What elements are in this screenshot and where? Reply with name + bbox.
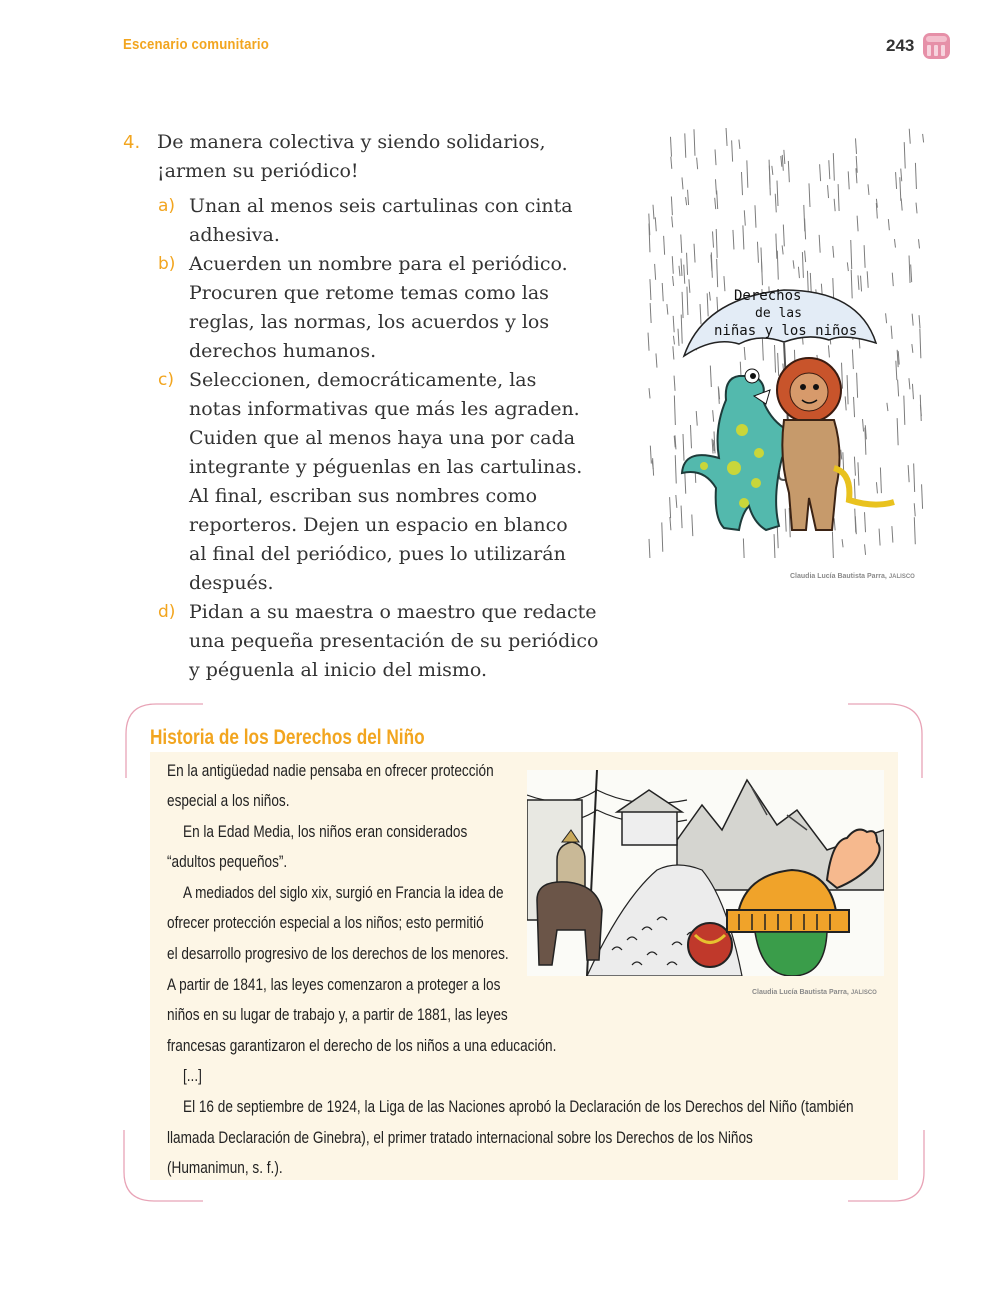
rain-stroke <box>880 467 881 493</box>
rain-stroke <box>670 137 671 157</box>
rain-stroke <box>901 169 902 182</box>
rain-stroke <box>747 160 748 187</box>
lion-figure <box>777 358 894 530</box>
rain-stroke <box>855 509 856 533</box>
rain-stroke <box>804 205 805 231</box>
illustration-credit <box>752 989 877 996</box>
rain-stroke <box>774 534 775 558</box>
rain-stroke <box>716 229 717 258</box>
activity-item-b <box>123 250 628 366</box>
rain-stroke <box>715 198 716 209</box>
rain-stroke <box>777 524 778 548</box>
rain-stroke <box>681 258 682 275</box>
activity-item-a <box>123 192 628 250</box>
rain-stroke <box>793 260 794 268</box>
village-street-illustration <box>527 770 884 976</box>
rain-stroke <box>788 161 789 182</box>
rain-stroke <box>671 197 672 216</box>
rain-stroke <box>673 276 674 286</box>
rain-stroke <box>670 497 671 518</box>
rain-stroke <box>847 262 848 271</box>
rain-stroke <box>694 129 695 156</box>
rain-stroke <box>784 150 785 164</box>
rain-stroke <box>733 230 734 249</box>
rain-stroke <box>798 267 799 278</box>
rain-stroke <box>650 446 651 464</box>
reading-line: En la antigüedad nadie pensaba en ofrecer protección <box>167 761 494 780</box>
reading-line: francesas garantizaron el derecho de los niños a una educación. <box>167 1036 557 1055</box>
rain-stroke <box>923 134 924 143</box>
umbrella-text-1: Derechos <box>734 288 802 304</box>
rain-stroke <box>805 251 806 262</box>
rain-stroke <box>888 219 889 230</box>
rain-stroke <box>682 177 683 189</box>
rain-stroke <box>710 366 711 387</box>
page-number: 243 <box>886 36 915 55</box>
rain-stroke <box>851 270 852 298</box>
rain-stroke <box>855 138 856 154</box>
rain-stroke <box>743 538 744 558</box>
reading-line: niños en su lugar de trabajo y, a partir de 1881, las leyes <box>167 1005 508 1024</box>
rain-stroke <box>681 234 682 252</box>
rain-stroke <box>852 349 853 369</box>
intro-line: De manera colectiva y siendo solidarios, <box>157 131 546 153</box>
rain-stroke <box>847 375 848 404</box>
reading-line: “adultos pequeños”. <box>167 852 288 871</box>
rain-stroke <box>688 190 689 205</box>
rain-stroke <box>867 271 868 288</box>
rain-stroke <box>911 264 912 282</box>
rain-stroke <box>857 216 858 232</box>
item-line: después. <box>189 572 274 594</box>
rain-stroke <box>690 425 691 448</box>
item-line: Acuerden un nombre para el periódico. <box>189 253 568 275</box>
item-letter: b) <box>158 254 176 274</box>
credit-name: Claudia Lucía Bautista Parra, <box>790 573 887 580</box>
rain-stroke <box>802 252 803 278</box>
rain-stroke <box>834 518 835 530</box>
rain-stroke <box>684 265 685 284</box>
rain-stroke <box>904 142 905 168</box>
rain-stroke <box>858 275 859 289</box>
rain-stroke <box>900 177 901 201</box>
item-letter: a) <box>158 196 176 216</box>
rain-stroke <box>776 234 777 259</box>
rain-stroke <box>914 503 915 516</box>
rain-stroke <box>655 264 656 280</box>
item-line: reporteros. Dejen un espacio en blanco <box>189 514 568 536</box>
rain-stroke <box>854 457 855 476</box>
activity-item-d <box>123 598 628 685</box>
rain-stroke <box>909 378 910 389</box>
rain-stroke <box>833 246 834 258</box>
rain-stroke <box>848 171 849 189</box>
rain-stroke <box>896 172 897 189</box>
rain-stroke <box>694 244 695 263</box>
activity-4 <box>123 128 628 685</box>
activity-intro <box>123 128 628 186</box>
rain-stroke <box>909 129 910 144</box>
rain-stroke <box>851 240 852 269</box>
rain-stroke <box>919 239 920 248</box>
rain-stroke <box>828 185 829 198</box>
rain-stroke <box>656 353 657 367</box>
item-line: Seleccionen, democráticamente, las <box>189 369 537 391</box>
rain-stroke <box>687 253 688 275</box>
rain-stroke <box>762 337 763 360</box>
rain-stroke <box>673 316 674 332</box>
rain-stroke <box>673 336 674 345</box>
rain-stroke <box>828 345 829 357</box>
rain-stroke <box>841 450 842 460</box>
rain-stroke <box>861 276 862 292</box>
rain-stroke <box>761 259 762 285</box>
rain-stroke <box>781 156 782 167</box>
rain-stroke <box>692 515 693 537</box>
rain-stroke <box>715 149 716 165</box>
rain-stroke <box>674 376 675 391</box>
activity-item-c <box>123 366 628 598</box>
rain-stroke <box>865 512 866 532</box>
rain-stroke <box>707 293 708 316</box>
item-line: y péguenla al inicio del mismo. <box>189 659 488 681</box>
rain-stroke <box>896 361 897 380</box>
item-line: adhesiva. <box>189 224 280 246</box>
rain-stroke <box>832 532 833 558</box>
rain-stroke <box>778 353 779 376</box>
rain-stroke <box>744 210 745 225</box>
rain-stroke <box>667 304 668 315</box>
rain-stroke <box>833 153 834 180</box>
rain-stroke <box>743 225 744 249</box>
rain-stroke <box>912 344 913 353</box>
rain-stroke <box>673 346 674 359</box>
rain-stroke <box>897 418 898 445</box>
rain-stroke <box>726 128 727 146</box>
rain-stroke <box>662 283 663 301</box>
rain-stroke <box>717 259 718 287</box>
credit-place: JALISCO <box>850 990 877 996</box>
rain-stroke <box>724 276 725 291</box>
rain-stroke <box>892 526 893 542</box>
rain-stroke <box>915 163 916 189</box>
rain-stroke <box>834 199 835 211</box>
rain-stroke <box>894 239 895 248</box>
section-header: Escenario comunitario <box>123 36 270 53</box>
rain-stroke <box>879 529 880 546</box>
rain-stroke <box>842 539 843 547</box>
rain-stroke <box>700 304 701 324</box>
rain-stroke <box>785 509 786 532</box>
rain-stroke <box>653 205 654 219</box>
rain-stroke <box>912 384 913 399</box>
rain-stroke <box>649 388 650 398</box>
dinosaur-figure <box>682 369 789 530</box>
reading-line: [...] <box>183 1066 202 1085</box>
item-letter: d) <box>158 602 176 622</box>
credit-name: Claudia Lucía Bautista Parra, <box>752 989 849 996</box>
rain-stroke <box>876 482 877 493</box>
rain-stroke <box>916 203 917 214</box>
rain-stroke <box>717 191 718 209</box>
reading-line: el desarrollo progresivo de los derechos de los menores. <box>167 944 509 963</box>
rain-stroke <box>650 303 651 323</box>
rain-stroke <box>679 266 680 276</box>
rain-stroke <box>857 373 858 398</box>
rain-stroke <box>777 251 778 280</box>
codex-icon <box>922 32 951 60</box>
rain-stroke <box>914 463 915 491</box>
rain-stroke <box>757 242 758 263</box>
rain-stroke <box>686 197 687 205</box>
rain-stroke <box>775 194 776 213</box>
rain-stroke <box>648 333 649 351</box>
item-line: una pequeña presentación de su periódico <box>189 630 599 652</box>
rain-stroke <box>741 172 742 195</box>
item-line: reglas, las normas, los acuerdos y los <box>189 311 550 333</box>
rain-stroke <box>858 462 859 485</box>
item-line: Unan al menos seis cartulinas con cinta <box>189 195 573 217</box>
rain-stroke <box>685 471 686 494</box>
rain-stroke <box>685 133 686 157</box>
rain-stroke <box>739 140 740 149</box>
rain-stroke <box>908 465 909 482</box>
rain-stroke <box>681 506 682 529</box>
rain-stroke <box>713 231 714 247</box>
rain-stroke <box>909 256 910 283</box>
item-line: Cuiden que al menos haya una por cada <box>189 427 576 449</box>
credit-place: JALISCO <box>888 574 915 580</box>
rain-stroke <box>649 539 650 558</box>
rain-stroke <box>912 314 913 326</box>
umbrella-text-3: niñas y los niños <box>714 323 858 339</box>
rain-stroke <box>777 181 778 206</box>
item-letter: c) <box>158 370 174 390</box>
rain-stroke <box>868 184 869 195</box>
rain-stroke <box>914 517 915 544</box>
reading-line: (Humanimun, s. f.). <box>167 1158 283 1177</box>
rain-stroke <box>662 522 663 551</box>
rain-stroke <box>681 315 682 344</box>
rain-stroke <box>819 235 820 253</box>
rain-umbrella-illustration <box>644 128 927 558</box>
reading-line: En la Edad Media, los niños eran considerados <box>183 822 468 841</box>
umbrella-text-2: de las <box>755 306 802 321</box>
rain-stroke <box>775 345 776 373</box>
rain-stroke <box>682 292 683 318</box>
rain-stroke <box>820 164 821 181</box>
rain-stroke <box>689 279 690 293</box>
reading-line: ofrecer protección especial a los niños; esto permitió <box>167 913 484 932</box>
rain-stroke <box>696 411 697 426</box>
rain-stroke <box>744 347 745 360</box>
rain-stroke <box>782 155 783 171</box>
rain-stroke <box>829 160 830 179</box>
rain-stroke <box>732 140 733 161</box>
rain-stroke <box>672 216 673 227</box>
rain-stroke <box>892 273 893 286</box>
rain-stroke <box>904 396 905 425</box>
rain-stroke <box>919 315 920 328</box>
rain-stroke <box>709 292 710 301</box>
rain-stroke <box>650 279 651 300</box>
rain-stroke <box>809 183 810 207</box>
rain-stroke <box>865 544 866 555</box>
reading-line: llamada Declaración de Ginebra), el primer tratado internacional sobre los Derechos de los Niños <box>167 1128 753 1147</box>
rain-stroke <box>898 380 899 397</box>
rain-stroke <box>687 287 688 315</box>
rain-stroke <box>675 455 676 483</box>
intro-line: ¡armen su periódico! <box>157 160 359 182</box>
item-line: Pidan a su maestra o maestro que redacte <box>189 601 597 623</box>
item-line: integrante y péguenlas en las cartulinas. <box>189 456 583 478</box>
rain-stroke <box>838 184 839 211</box>
rain-stroke <box>783 225 784 247</box>
rain-stroke <box>678 329 679 346</box>
rain-stroke <box>922 484 923 509</box>
item-line: al final del periódico, pues lo utilizarán <box>189 543 566 565</box>
item-line: notas informativas que más les agraden. <box>189 398 580 420</box>
rain-stroke <box>920 329 921 359</box>
item-line: derechos humanos. <box>189 340 377 362</box>
rain-stroke <box>655 217 656 231</box>
item-line: Procuren que retome temas como las <box>189 282 549 304</box>
rain-stroke <box>769 160 770 189</box>
rain-stroke <box>854 397 855 417</box>
activity-number: 4. <box>123 132 141 153</box>
rain-stroke <box>845 396 846 410</box>
rain-stroke <box>672 256 673 274</box>
reading-line: especial a los niños. <box>167 791 290 810</box>
rain-stroke <box>891 326 892 339</box>
rain-stroke <box>772 166 773 175</box>
rain-stroke <box>842 363 843 389</box>
item-line: Al final, escriban sus nombres como <box>189 485 538 507</box>
rain-stroke <box>755 205 756 227</box>
rain-stroke <box>683 434 684 461</box>
rain-stroke <box>887 403 888 411</box>
rain-stroke <box>676 495 677 508</box>
rain-stroke <box>697 158 698 170</box>
rain-stroke <box>670 517 671 530</box>
illustration-credit <box>790 573 915 580</box>
rain-stroke <box>901 198 902 210</box>
rain-stroke <box>863 419 864 431</box>
rain-stroke <box>886 313 887 323</box>
reading-line: El 16 de septiembre de 1924, la Liga de las Naciones aprobó la Declaración de los Derechos del Niño (también <box>183 1097 854 1116</box>
rain-stroke <box>713 410 714 421</box>
rain-stroke <box>674 395 675 424</box>
reading-line: A mediados del siglo xix, surgió en Francia la idea de <box>183 883 504 902</box>
rain-stroke <box>782 245 783 254</box>
rain-stroke <box>864 245 865 268</box>
reading-title: Historia de los Derechos del Niño <box>150 726 425 749</box>
rain-stroke <box>664 236 665 255</box>
rain-stroke <box>671 157 672 169</box>
reading-line: A partir de 1841, las leyes comenzaron a proteger a los <box>167 975 501 994</box>
